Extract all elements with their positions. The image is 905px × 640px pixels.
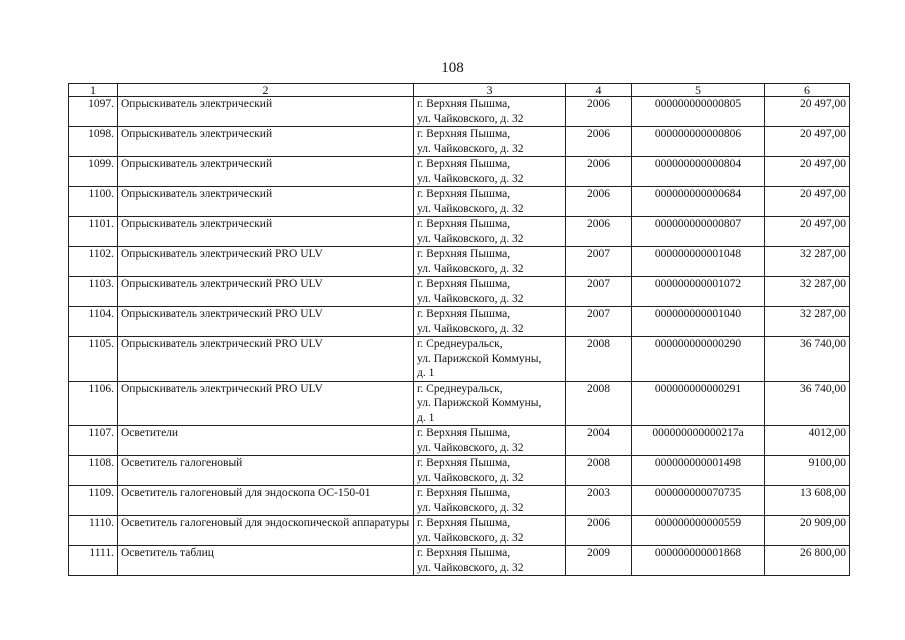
item-name: Осветитель галогеновый <box>118 456 414 486</box>
address-line: г. Верхняя Пышма, <box>417 278 511 290</box>
table-row <box>69 516 850 546</box>
table-row <box>69 127 850 157</box>
address-line: д. 1 <box>417 367 435 379</box>
table-row <box>69 337 850 382</box>
row-number: 1098. <box>69 127 118 157</box>
item-name: Опрыскиватель электрический <box>118 217 414 247</box>
row-number: 1104. <box>69 307 118 337</box>
item-name: Опрыскиватель электрический <box>118 187 414 217</box>
item-name: Опрыскиватель электрический <box>118 127 414 157</box>
item-price: 36 740,00 <box>765 337 850 382</box>
item-address <box>414 217 566 247</box>
item-year: 2008 <box>566 456 632 486</box>
inventory-number: 000000000000684 <box>632 187 765 217</box>
address-line: ул. Чайковского, д. 32 <box>417 531 524 544</box>
table-row <box>69 456 850 486</box>
inventory-number: 000000000001498 <box>632 456 765 486</box>
address-line: г. Верхняя Пышма, <box>417 158 511 170</box>
item-address <box>414 516 566 546</box>
inventory-number: 000000000000290 <box>632 337 765 382</box>
item-name: Опрыскиватель электрический PRO ULV <box>118 307 414 337</box>
item-address <box>414 426 566 456</box>
item-year: 2008 <box>566 337 632 382</box>
address-line: г. Верхняя Пышма, <box>417 218 511 230</box>
column-header: 4 <box>566 84 632 97</box>
table-row <box>69 486 850 516</box>
address-line: ул. Чайковского, д. 32 <box>417 501 524 514</box>
item-year: 2006 <box>566 516 632 546</box>
item-name: Опрыскиватель электрический <box>118 157 414 187</box>
address-line: г. Среднеуральск, <box>417 338 503 350</box>
item-year: 2007 <box>566 277 632 307</box>
item-year: 2006 <box>566 97 632 127</box>
item-year: 2006 <box>566 127 632 157</box>
inventory-number: 000000000000806 <box>632 127 765 157</box>
row-number: 1107. <box>69 426 118 456</box>
address-line: г. Верхняя Пышма, <box>417 487 511 499</box>
item-price: 32 287,00 <box>765 307 850 337</box>
row-number: 1108. <box>69 456 118 486</box>
address-line: г. Верхняя Пышма, <box>417 308 511 320</box>
item-price: 9100,00 <box>765 456 850 486</box>
property-registry-table <box>68 83 850 576</box>
address-line: ул. Чайковского, д. 32 <box>417 142 524 155</box>
item-price: 13 608,00 <box>765 486 850 516</box>
item-price: 26 800,00 <box>765 546 850 576</box>
row-number: 1099. <box>69 157 118 187</box>
address-line: г. Среднеуральск, <box>417 382 503 395</box>
address-line: ул. Чайковского, д. 32 <box>417 262 524 275</box>
address-line: д. 1 <box>417 411 435 424</box>
table-row <box>69 247 850 277</box>
address-line: ул. Чайковского, д. 32 <box>417 441 524 454</box>
column-header: 5 <box>632 84 765 97</box>
row-number: 1110. <box>69 516 118 546</box>
inventory-number: 000000000001040 <box>632 307 765 337</box>
item-address <box>414 307 566 337</box>
item-year: 2003 <box>566 486 632 516</box>
inventory-number: 000000000000217а <box>632 426 765 456</box>
item-address <box>414 97 566 127</box>
table-row <box>69 546 850 576</box>
address-line: г. Верхняя Пышма, <box>417 188 511 200</box>
item-address <box>414 127 566 157</box>
item-name: Осветитель галогеновый для эндоскопической аппаратуры <box>118 516 414 546</box>
row-number: 1109. <box>69 486 118 516</box>
item-address <box>414 486 566 516</box>
address-line: ул. Чайковского, д. 32 <box>417 322 524 335</box>
item-name: Осветители <box>118 426 414 456</box>
address-line: ул. Чайковского, д. 32 <box>417 471 524 484</box>
item-price: 20 497,00 <box>765 217 850 247</box>
address-line: ул. Чайковского, д. 32 <box>417 232 524 245</box>
table-body <box>69 97 850 576</box>
inventory-number: 000000000000559 <box>632 516 765 546</box>
item-address <box>414 546 566 576</box>
row-number: 1103. <box>69 277 118 307</box>
item-year: 2006 <box>566 157 632 187</box>
table-row <box>69 307 850 337</box>
item-price: 20 497,00 <box>765 97 850 127</box>
column-header: 2 <box>118 84 414 97</box>
item-name: Опрыскиватель электрический PRO ULV <box>118 337 414 382</box>
item-price: 20 909,00 <box>765 516 850 546</box>
address-line: г. Верхняя Пышма, <box>417 517 511 529</box>
item-year: 2006 <box>566 187 632 217</box>
item-price: 20 497,00 <box>765 187 850 217</box>
item-price: 32 287,00 <box>765 277 850 307</box>
item-price: 20 497,00 <box>765 127 850 157</box>
row-number: 1102. <box>69 247 118 277</box>
inventory-number: 000000000001868 <box>632 546 765 576</box>
table-row <box>69 157 850 187</box>
address-line: ул. Парижской Коммуны, <box>417 352 542 365</box>
address-line: ул. Чайковского, д. 32 <box>417 202 524 215</box>
item-year: 2009 <box>566 546 632 576</box>
inventory-number: 000000000000807 <box>632 217 765 247</box>
inventory-number: 000000000001048 <box>632 247 765 277</box>
inventory-number: 000000000001072 <box>632 277 765 307</box>
item-name: Опрыскиватель электрический PRO ULV <box>118 277 414 307</box>
item-address <box>414 247 566 277</box>
row-number: 1106. <box>69 381 118 426</box>
inventory-number: 000000000000291 <box>632 381 765 426</box>
address-line: г. Верхняя Пышма, <box>417 547 511 559</box>
column-header: 1 <box>69 84 118 97</box>
row-number: 1101. <box>69 217 118 247</box>
row-number: 1111. <box>69 546 118 576</box>
item-price: 32 287,00 <box>765 247 850 277</box>
address-line: ул. Чайковского, д. 32 <box>417 292 524 305</box>
inventory-number: 000000000000804 <box>632 157 765 187</box>
item-year: 2007 <box>566 307 632 337</box>
item-address <box>414 337 566 382</box>
item-price: 36 740,00 <box>765 381 850 426</box>
table-row <box>69 187 850 217</box>
item-name: Осветитель таблиц <box>118 546 414 576</box>
item-year: 2008 <box>566 381 632 426</box>
table-header-row <box>69 84 850 97</box>
item-name: Опрыскиватель электрический PRO ULV <box>118 247 414 277</box>
address-line: ул. Чайковского, д. 32 <box>417 172 524 185</box>
page-number: 108 <box>441 60 464 76</box>
item-address <box>414 187 566 217</box>
item-price: 20 497,00 <box>765 157 850 187</box>
address-line: г. Верхняя Пышма, <box>417 457 511 469</box>
item-name: Опрыскиватель электрический <box>118 97 414 127</box>
row-number: 1097. <box>69 97 118 127</box>
address-line: г. Верхняя Пышма, <box>417 98 511 110</box>
item-address <box>414 157 566 187</box>
column-header: 3 <box>414 84 566 97</box>
column-header: 6 <box>765 84 850 97</box>
inventory-number: 000000000000805 <box>632 97 765 127</box>
item-address <box>414 277 566 307</box>
table-row <box>69 381 850 426</box>
item-address <box>414 456 566 486</box>
address-line: г. Верхняя Пышма, <box>417 128 511 140</box>
item-year: 2007 <box>566 247 632 277</box>
row-number: 1100. <box>69 187 118 217</box>
inventory-number: 000000000070735 <box>632 486 765 516</box>
table-row <box>69 217 850 247</box>
row-number: 1105. <box>69 337 118 382</box>
item-address <box>414 381 566 426</box>
address-line: ул. Парижской Коммуны, <box>417 397 542 409</box>
address-line: ул. Чайковского, д. 32 <box>417 561 524 574</box>
table-row <box>69 426 850 456</box>
address-line: ул. Чайковского, д. 32 <box>417 112 524 125</box>
address-line: г. Верхняя Пышма, <box>417 427 511 439</box>
address-line: г. Верхняя Пышма, <box>417 248 511 260</box>
item-name: Опрыскиватель электрический PRO ULV <box>118 381 414 426</box>
table-row <box>69 97 850 127</box>
item-name: Осветитель галогеновый для эндоскопа ОС-150-01 <box>118 486 414 516</box>
item-price: 4012,00 <box>765 426 850 456</box>
item-year: 2006 <box>566 217 632 247</box>
table-row <box>69 277 850 307</box>
item-year: 2004 <box>566 426 632 456</box>
